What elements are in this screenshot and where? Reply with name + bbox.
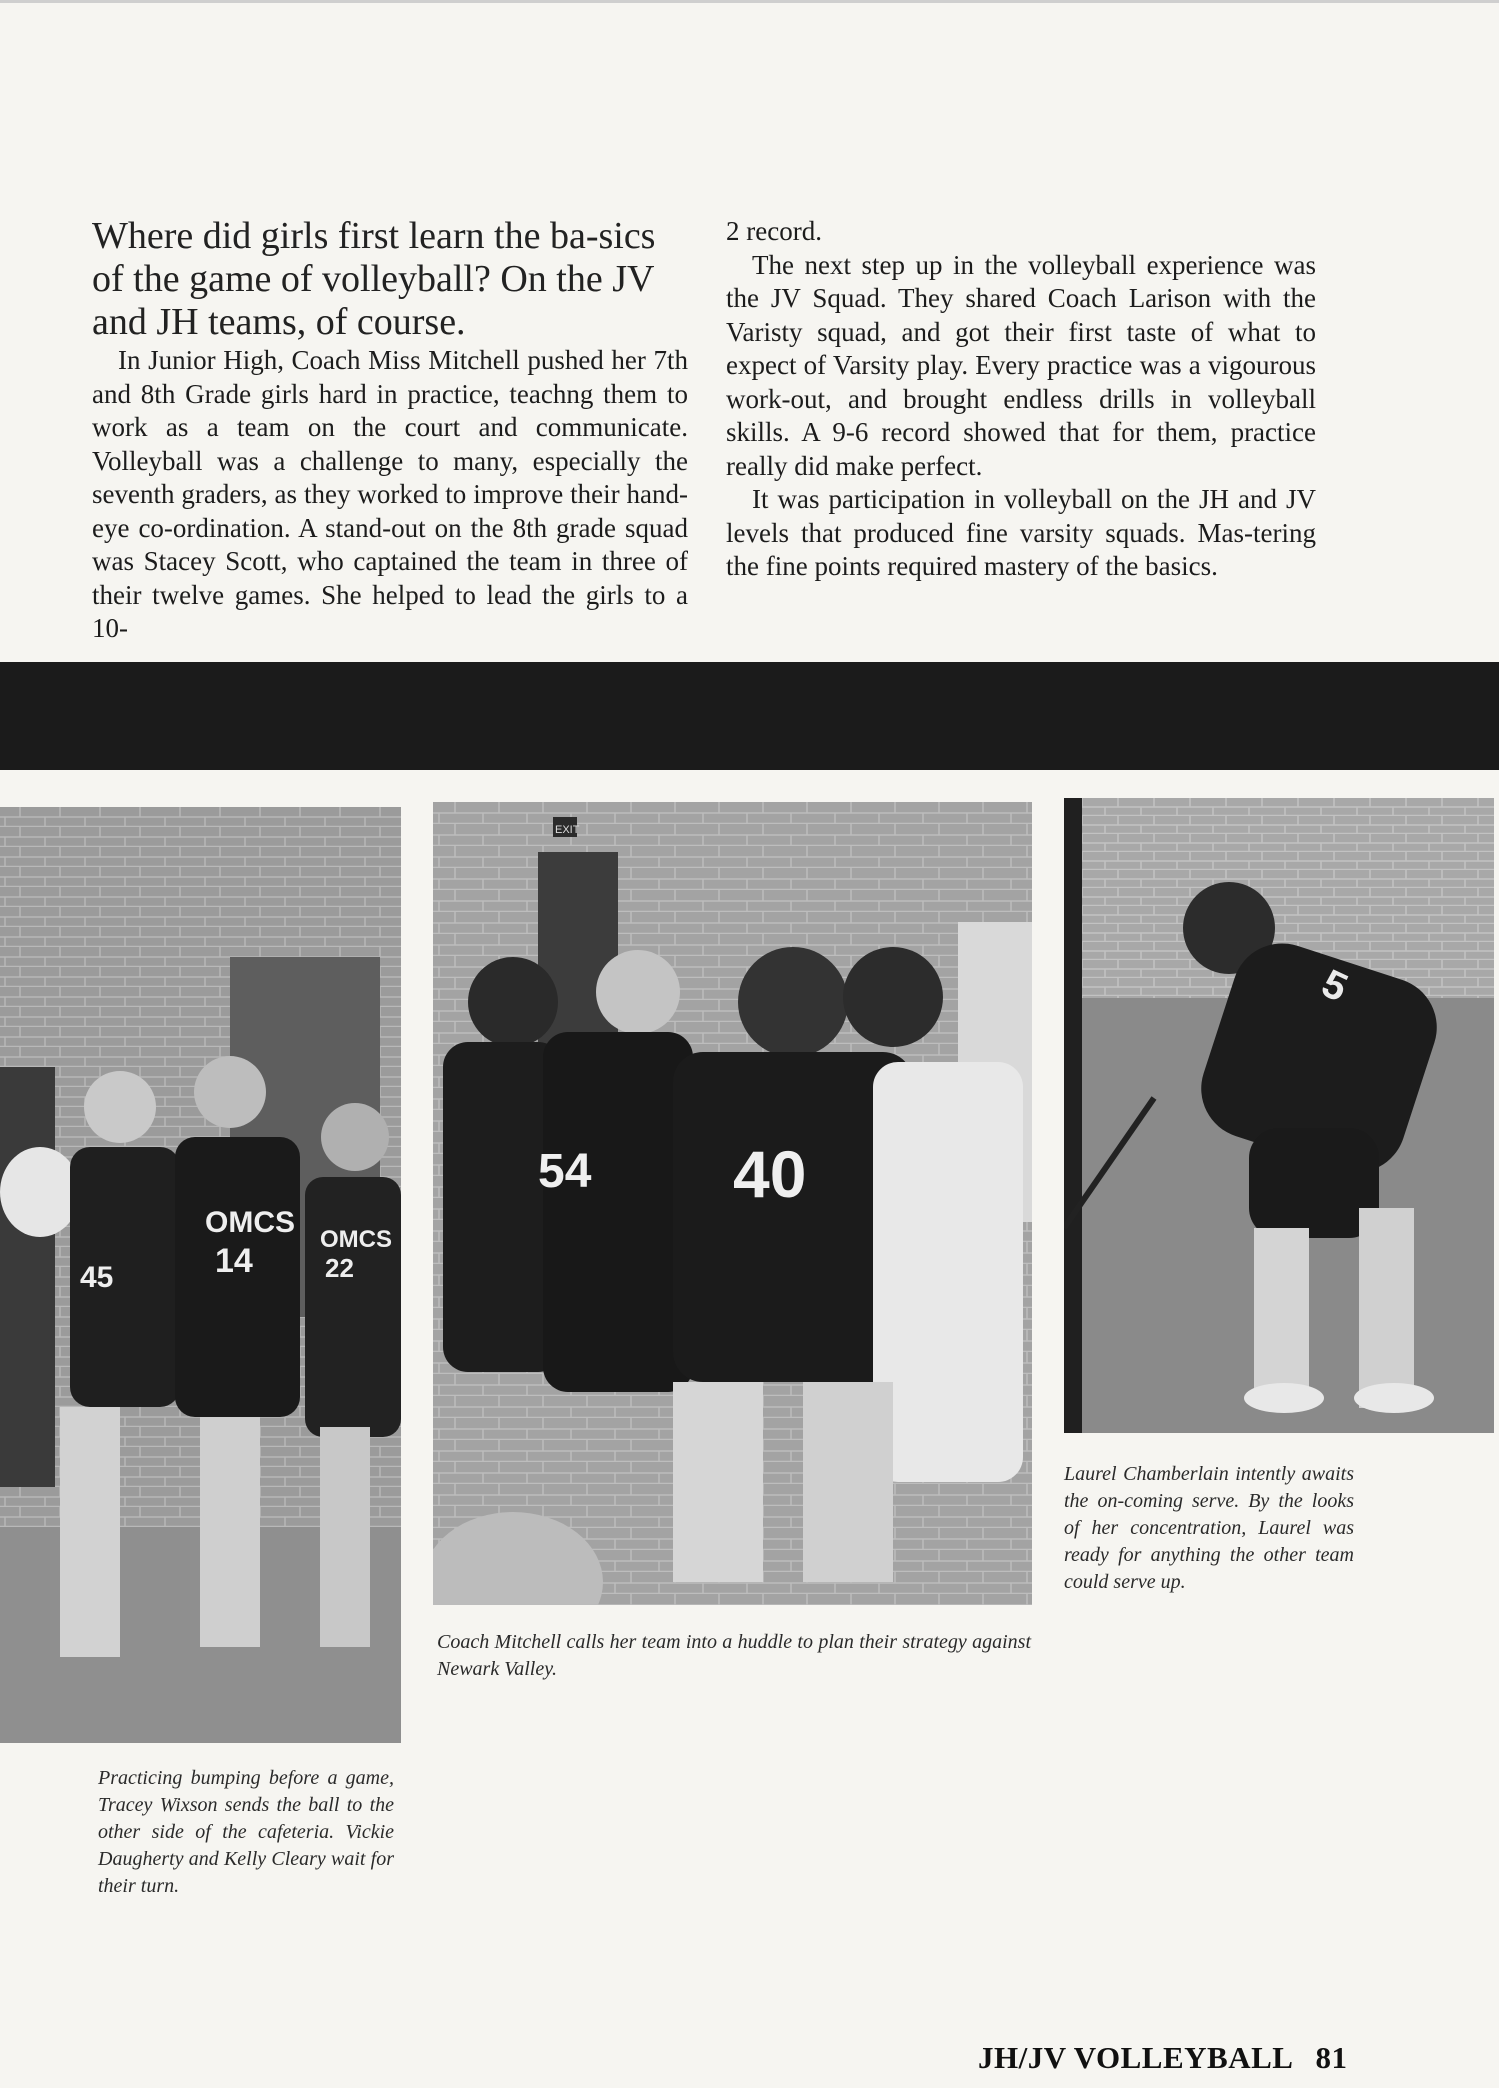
caption-team-huddle: Coach Mitchell calls her team into a huddle to plan their strategy against Newark Valley. (437, 1631, 1031, 1680)
jersey-number-54: 54 (538, 1145, 592, 1198)
article-paragraph-1: In Junior High, Coach Miss Mitchell pushed her 7th and 8th Grade girls hard in practice, teachng them to work as a team on the court and communicate. Volleyball was a challenge to many, especially the seventh graders, as they worked to improve their hand-eye co-ordination. A stand-out on the 8th grade squad was Stacey Scott, who captained the team in three of their twelve games. She helped to lead the girls to a 10- (92, 345, 688, 643)
jersey-number-40: 40 (733, 1137, 807, 1211)
photo-bumping-practice (0, 807, 401, 1743)
jersey-number-45: 45 (80, 1261, 114, 1294)
article-continuation: 2 record. (726, 216, 822, 246)
caption-awaiting-serve: Laurel Chamberlain intently awaits the on-coming serve. By the looks of her concentration, Laurel was ready for anything the other team could serve up. (1064, 1463, 1354, 1593)
jersey-number-14: 14 (215, 1242, 253, 1280)
photo-team-huddle (433, 802, 1032, 1605)
jersey-text-omcs-2: OMCS (320, 1226, 392, 1253)
section-title: JH/JV VOLLEYBALL (978, 2040, 1294, 2075)
photo-awaiting-serve (1064, 798, 1494, 1433)
article-paragraph-2: The next step up in the volleyball experience was the JV Squad. They shared Coach Larison with the Varisty squad, and got their first taste of what to expect of Varsity play. Every practice was a vigourous work-out, and brought endless drills in volleyball skills. A 9-6 record showed that for them, practice really did make perfect. (726, 249, 1316, 481)
jersey-text-omcs-1: OMCS (205, 1206, 295, 1239)
top-rule (0, 0, 1499, 3)
jersey-number-22: 22 (325, 1253, 354, 1283)
caption-bumping-practice: Practicing bumping before a game, Tracey Wixson sends the ball to the other side of the cafeteria. Vickie Daugherty and Kelly Cleary wait for their turn. (98, 1767, 394, 1897)
article-paragraph-3: It was participation in volleyball on the JH and JV levels that produced fine varsity squads. Mas-tering the fine points required mastery of the basics. (726, 484, 1316, 581)
page-number: 81 (1315, 2040, 1348, 2075)
text-column-left (92, 215, 688, 646)
jersey-number-5: 5 (1315, 961, 1354, 1011)
page-footer (978, 2040, 1347, 2076)
exit-sign-text: EXIT (555, 824, 580, 836)
black-divider-band (0, 662, 1499, 770)
article-headline: Where did girls first learn the ba-sics of the game of volleyball? On the JV and JH teams, of course. (92, 215, 656, 343)
text-column-right (726, 215, 1316, 584)
